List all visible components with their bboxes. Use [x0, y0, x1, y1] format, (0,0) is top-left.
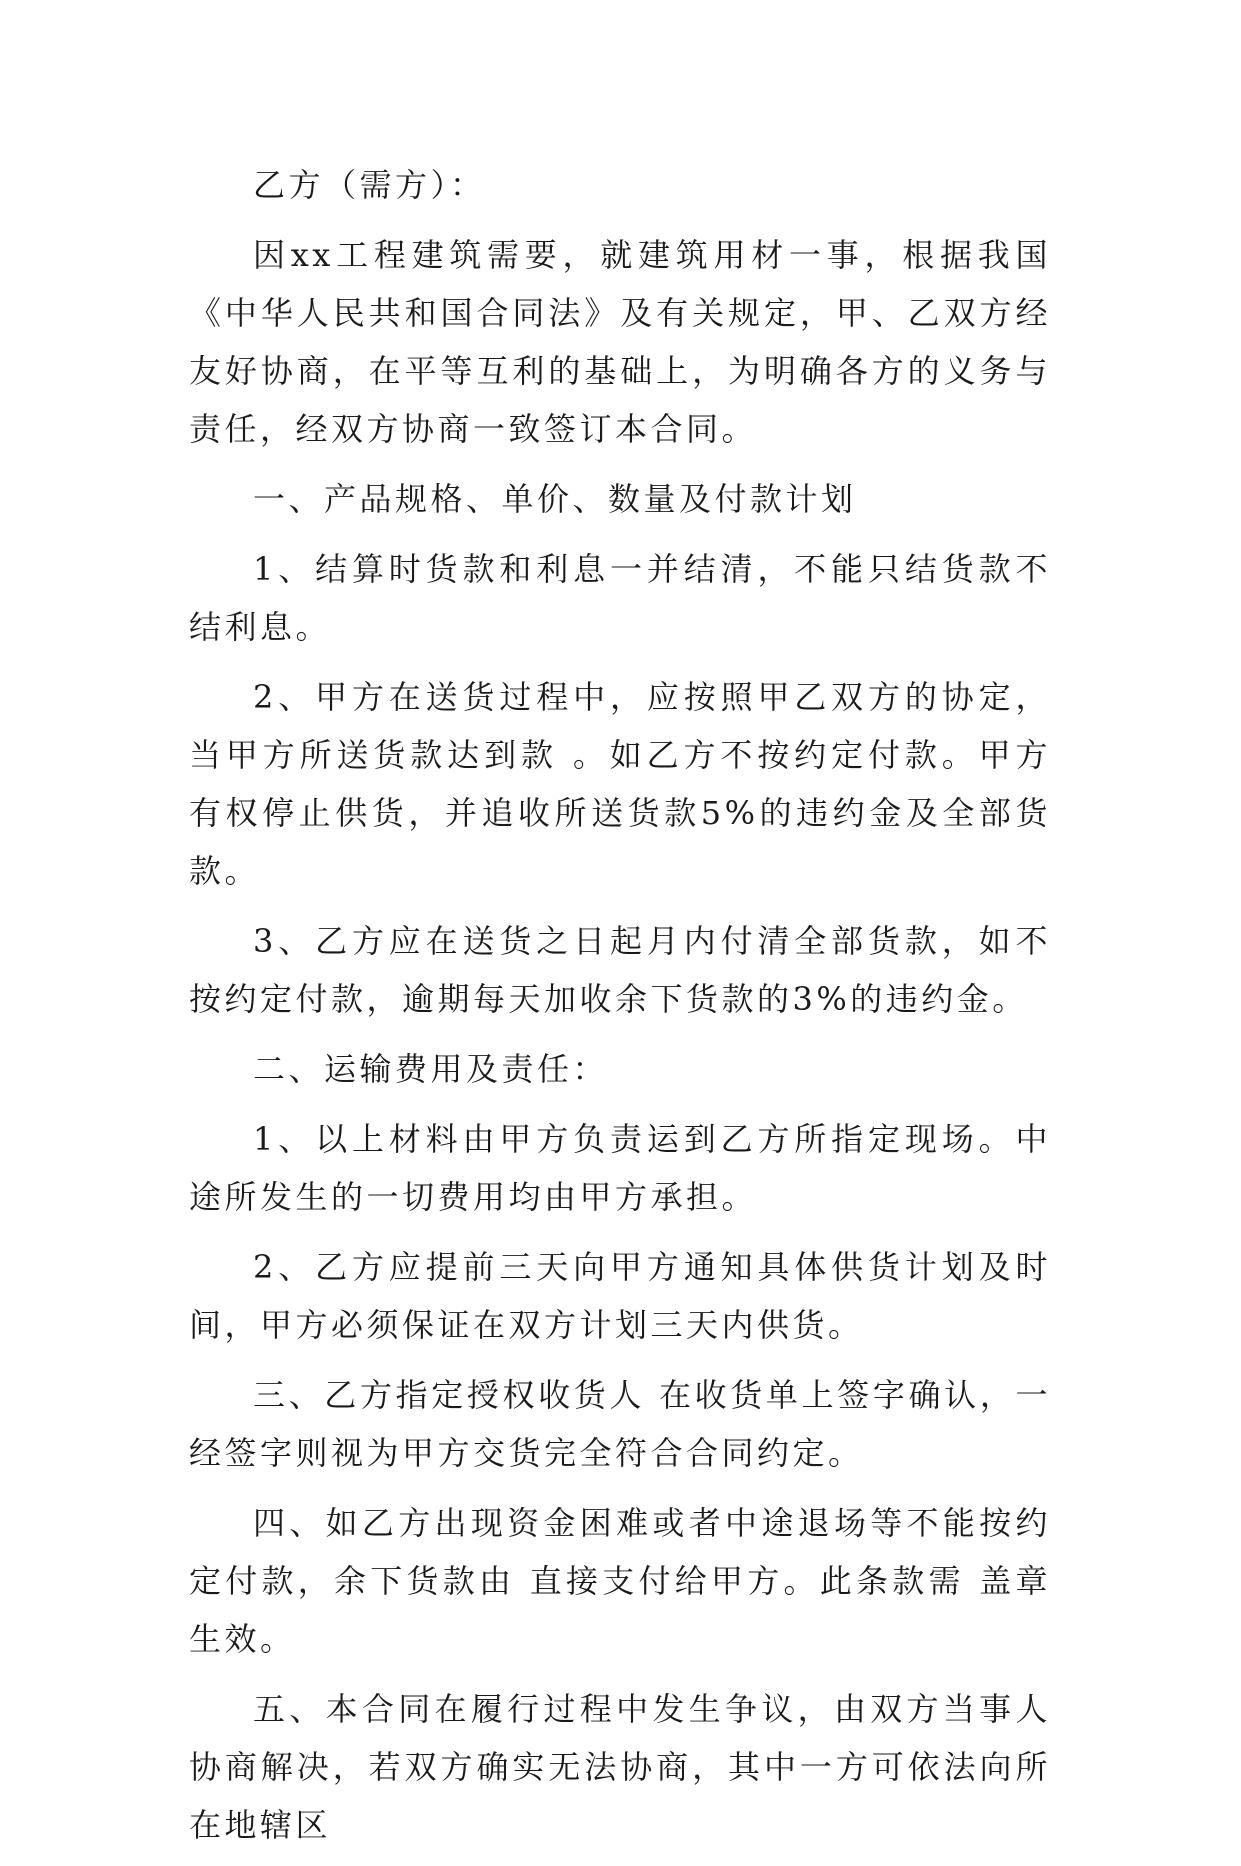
- clause-1-3-late-payment: 3、乙方应在送货之日起月内付清全部货款，如不按约定付款，逾期每天加收余下货款的3%的违约金。: [189, 922, 1051, 1018]
- paragraph-party-b-heading: 乙方（需方）：: [253, 166, 486, 204]
- clause-1-2-delivery-payment: 2、甲方在送货过程中，应按照甲乙双方的协定，当甲方所送货款达到款 。如乙方不按约定付款。甲方有权停止供货，并追收所送货款5%的违约金及全部货款。: [189, 678, 1051, 890]
- contract-body: [189, 156, 1051, 1866]
- section-heading-transport: 二、运输费用及责任：: [253, 1050, 609, 1088]
- section-five-disputes: 五、本合同在履行过程中发生争议，由双方当事人协商解决，若双方确实无法协商，其中一方可依法向所在地辖区: [189, 1690, 1051, 1844]
- section-three-receiver: 三、乙方指定授权收货人 在收货单上签字确认，一经签字则视为甲方交货完全符合合同约定。: [189, 1376, 1051, 1472]
- paragraph-preamble: 因xx工程建筑需要，就建筑用材一事，根据我国《中华人民共和国合同法》及有关规定，甲、乙双方经友好协商，在平等互利的基础上，为明确各方的义务与责任，经双方协商一致签订本合同。: [189, 236, 1051, 448]
- clause-1-1-settlement: 1、结算时货款和利息一并结清，不能只结货款不结利息。: [189, 550, 1051, 646]
- section-four-fund-difficulty: 四、如乙方出现资金困难或者中途退场等不能按约定付款，余下货款由 直接支付给甲方。此条款需 盖章生效。: [189, 1504, 1051, 1658]
- clause-2-2-supply-notice: 2、乙方应提前三天向甲方通知具体供货计划及时间，甲方必须保证在双方计划三天内供货。: [189, 1248, 1051, 1344]
- section-heading-product-specs: 一、产品规格、单价、数量及付款计划: [253, 480, 857, 518]
- clause-2-1-transport-cost: 1、以上材料由甲方负责运到乙方所指定现场。中途所发生的一切费用均由甲方承担。: [189, 1120, 1051, 1216]
